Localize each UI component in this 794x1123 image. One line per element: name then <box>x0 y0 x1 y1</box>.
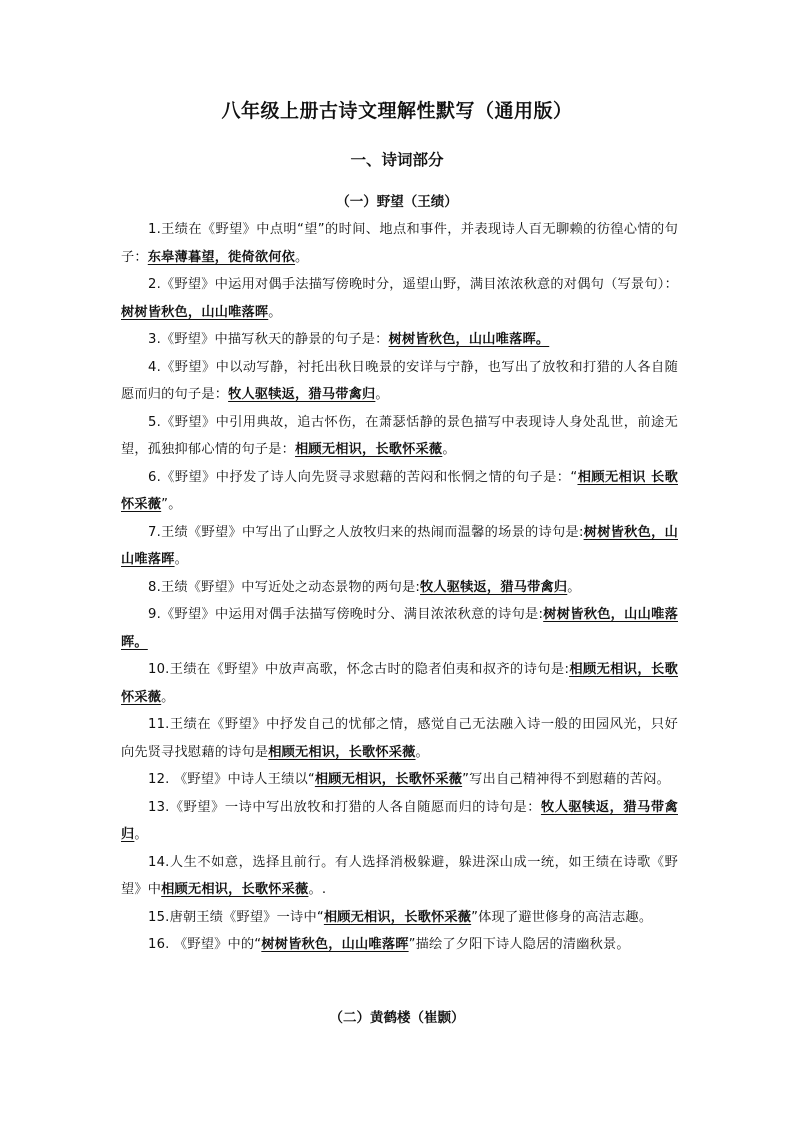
answer-suffix: 。. <box>308 882 327 897</box>
answer-text: 相顾无相识，长歌怀采薇 <box>323 909 472 925</box>
question-item <box>121 794 678 849</box>
question-item <box>121 354 678 409</box>
answer-suffix: ”写出自己精神得不到慰藉的苦闷。 <box>462 772 670 787</box>
answer-suffix: 。 <box>375 387 389 402</box>
answer-text: 树树皆秋色，山山唯落晖。 <box>121 607 678 650</box>
answer-text: 树树皆秋色，山山唯落晖。 <box>388 332 550 347</box>
question-text: 12. 《野望》中诗人王绩以“ <box>148 772 315 787</box>
question-item <box>121 271 678 326</box>
question-text: 1.王绩在《野望》中点明“望”的时间、地点和事件，并表现诗人百无聊赖的彷徨心情的句子： <box>121 222 678 265</box>
question-text: 6.《野望》中抒发了诗人向先贤寻求慰藉的苦闷和怅惘之情的句子是：“ <box>148 469 578 485</box>
question-text: 7.王绩《野望》中写出了山野之人放牧归来的热闹而温馨的场景的诗句是: <box>148 524 584 540</box>
question-item <box>121 326 678 354</box>
question-text: 9.《野望》中运用对偶手法描写傍晚时分、满目浓浓秋意的诗句是: <box>148 607 544 622</box>
answer-text: 树树皆秋色，山山唯落晖 <box>121 304 269 320</box>
question-text: 16. 《野望》中的“ <box>148 937 262 952</box>
question-list <box>121 216 678 959</box>
question-item <box>121 519 678 574</box>
question-text: 13.《野望》一诗中写出放牧和打猎的人各自随愿而归的诗句是： <box>148 799 541 815</box>
answer-suffix: 。 <box>161 689 175 705</box>
question-text: 11.王绩在《野望》中抒发自己的忧郁之情，感觉自己无法融入诗一般的田园风光，只好向先贤寻找慰藉的诗句是 <box>121 717 678 760</box>
answer-text: 东皋薄暮望，徙倚欲何依 <box>147 249 296 265</box>
answer-text: 牧人驱犊返，猎马带禽归 <box>420 579 568 595</box>
question-item <box>121 766 678 794</box>
question-text: 14.人生不如意，选择且前行。有人选择消极躲避，躲进深山成一统，如王绩在诗歌《野望》中 <box>121 854 678 897</box>
answer-suffix: 。 <box>415 744 429 760</box>
answer-suffix: 。 <box>567 579 581 595</box>
question-text: 8.王绩《野望》中写近处之动态景物的两句是: <box>148 579 420 595</box>
answer-text: 相顾无相识，长歌怀采薇 <box>121 662 679 705</box>
question-item <box>121 656 678 711</box>
answer-text: 相顾无相识，长歌怀采薇 <box>161 882 309 897</box>
answer-suffix: 。 <box>295 249 309 265</box>
subsection-heading: （一）野望（王绩） <box>336 194 458 210</box>
answer-suffix: 。 <box>268 304 282 320</box>
question-item <box>121 849 678 904</box>
answer-text: 相顾无相识，长歌怀采薇 <box>314 772 463 787</box>
question-item <box>121 216 678 271</box>
answer-text: 树树皆秋色，山山唯落晖 <box>261 937 409 952</box>
question-text: 3.《野望》中描写秋天的静景的句子是： <box>148 332 389 347</box>
question-text: 10.王绩在《野望》中放声高歌，怀念古时的隐者伯夷和叔齐的诗句是: <box>148 662 570 677</box>
question-item <box>121 904 678 932</box>
question-item <box>121 601 678 656</box>
question-item <box>121 409 678 464</box>
answer-suffix: ”。 <box>161 497 182 512</box>
answer-text: 相顾无相识，长歌怀采薇 <box>268 744 416 760</box>
question-text: 5.《野望》中引用典故，追古怀伤，在萧瑟恬静的景色描写中表现诗人身处乱世，前途无望，孤独抑郁心情的句子是： <box>121 414 678 457</box>
question-item <box>121 464 678 519</box>
answer-suffix: 。 <box>134 827 148 842</box>
answer-suffix: ”描绘了夕阳下诗人隐居的清幽秋景。 <box>408 937 630 952</box>
question-text: 15.唐朝王绩《野望》一诗中“ <box>148 909 324 925</box>
answer-text: 牧人驱犊返，猎马带禽归 <box>228 387 376 402</box>
question-text: 4.《野望》中以动写静，衬托出秋日晚景的安详与宁静，也写出了放牧和打猎的人各自随愿而归的句子是： <box>121 359 678 402</box>
question-item <box>121 574 678 602</box>
answer-suffix: 。 <box>174 552 188 567</box>
section-heading: 一、诗词部分 <box>350 150 444 169</box>
answer-text: 牧人驱犊返，猎马带禽归 <box>121 799 678 842</box>
question-text: 2.《野望》中运用对偶手法描写傍晚时分，遥望山野，满目浓浓秋意的对偶句（写景句）： <box>148 277 678 292</box>
answer-text: 相顾无相识 长歌怀采薇 <box>121 469 678 512</box>
question-item <box>121 931 678 959</box>
subsection-heading: （二）黄鹤楼（崔颢） <box>329 1010 465 1026</box>
answer-text: 树树皆秋色，山山唯落晖 <box>121 524 678 567</box>
question-item <box>121 711 678 766</box>
answer-text: 相顾无相识，长歌怀采薇 <box>295 442 443 457</box>
document-title: 八年级上册古诗文理解性默写（通用版） <box>221 100 573 122</box>
answer-suffix: 。 <box>442 442 456 457</box>
answer-suffix: ”体现了避世修身的高洁志趣。 <box>471 909 653 925</box>
